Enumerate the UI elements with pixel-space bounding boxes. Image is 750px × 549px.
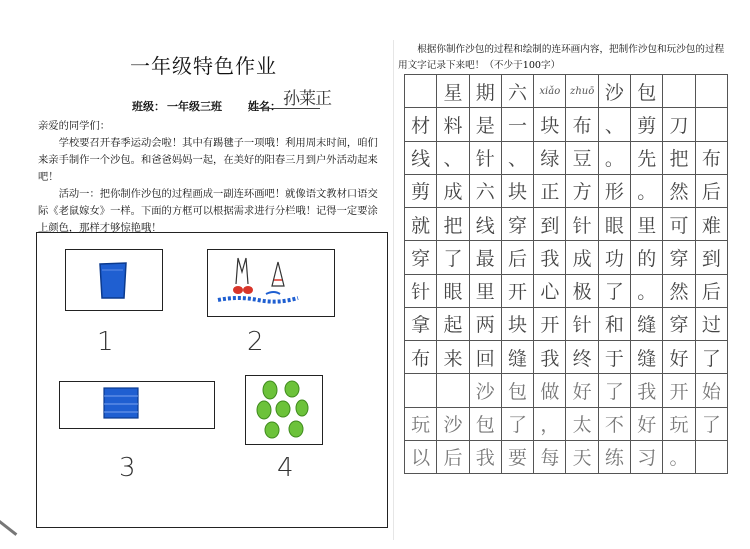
- paragraph-1: 学校要召开春季运动会啦！其中有踢毽子一项哦！利用周末时间，咱们来亲手制作一个沙包。和爸爸妈妈一起，在美好的阳春三月到户外活动起来吧！: [38, 137, 378, 183]
- grid-cell: 包: [631, 75, 663, 108]
- grid-cell: 了: [695, 407, 727, 440]
- grid-cell: 每: [534, 440, 566, 473]
- grid-cell: zhuō: [566, 75, 598, 108]
- comic-panel-2: [207, 249, 335, 317]
- grid-cell: 成: [437, 174, 469, 207]
- student-name: 孙莱正: [283, 89, 331, 109]
- grid-cell: 。: [598, 141, 630, 174]
- grid-cell: 后: [437, 440, 469, 473]
- grid-cell: 针: [405, 274, 437, 307]
- grid-cell: 可: [663, 208, 695, 241]
- grid-cell: 把: [437, 208, 469, 241]
- grid-cell: 六: [469, 174, 501, 207]
- grid-cell: 了: [598, 274, 630, 307]
- grid-cell: 终: [566, 341, 598, 374]
- grid-cell: 一: [501, 108, 533, 141]
- grid-cell: 了: [695, 341, 727, 374]
- grid-cell: 好: [663, 341, 695, 374]
- greeting: 亲爱的同学们：: [38, 120, 111, 132]
- grid-cell: 针: [566, 307, 598, 340]
- grid-cell: 功: [598, 241, 630, 274]
- name-underline: [248, 108, 320, 109]
- grid-cell: 沙: [469, 374, 501, 407]
- grid-cell: 线: [469, 208, 501, 241]
- grid-cell: 起: [437, 307, 469, 340]
- grid-cell: 然: [663, 274, 695, 307]
- instruction-text: 根据你制作沙包的过程和绘制的连环画内容，把制作沙包和玩沙包的过程用文字记录下来吧！（不少于100字）: [398, 44, 725, 71]
- panel-number-3: 3: [119, 453, 136, 483]
- grid-cell: 了: [437, 241, 469, 274]
- grid-cell: 眼: [437, 274, 469, 307]
- grid-row: [405, 407, 728, 440]
- grid-cell: 天: [566, 440, 598, 473]
- grid-cell: 里: [469, 274, 501, 307]
- grid-cell: 心: [534, 274, 566, 307]
- grid-cell: 。: [663, 440, 695, 473]
- comic-panel-3: [59, 381, 215, 429]
- grid-cell: 形: [598, 174, 630, 207]
- scissors-needle-thread-icon: [208, 250, 333, 315]
- grid-cell: 块: [534, 108, 566, 141]
- grid-row: [405, 241, 728, 274]
- grid-row: [405, 174, 728, 207]
- grid-cell: 线: [405, 141, 437, 174]
- grid-cell: xiǎo: [534, 75, 566, 108]
- grid-cell: 、: [501, 141, 533, 174]
- grid-cell: [695, 440, 727, 473]
- grid-cell: 开: [534, 307, 566, 340]
- grid-cell: 针: [469, 141, 501, 174]
- grid-cell: 缝: [501, 341, 533, 374]
- grid-cell: 做: [534, 374, 566, 407]
- grid-cell: 、: [598, 108, 630, 141]
- grid-cell: 剪: [631, 108, 663, 141]
- grid-cell: 以: [405, 440, 437, 473]
- grid-cell: 到: [695, 241, 727, 274]
- grid-cell: 是: [469, 108, 501, 141]
- grid-cell: ，: [534, 407, 566, 440]
- student-info: [132, 90, 331, 115]
- page-title: 一年级特色作业: [130, 54, 277, 78]
- character-grid-table: [404, 74, 728, 474]
- grid-cell: 包: [469, 407, 501, 440]
- grid-cell: [405, 75, 437, 108]
- grid-cell: 好: [566, 374, 598, 407]
- grid-cell: 、: [437, 141, 469, 174]
- grid-cell: 星: [437, 75, 469, 108]
- grid-cell: [695, 75, 727, 108]
- grid-cell: 布: [566, 108, 598, 141]
- grid-cell: 正: [534, 174, 566, 207]
- grid-cell: 块: [501, 307, 533, 340]
- grid-row: [405, 108, 728, 141]
- grid-cell: 先: [631, 141, 663, 174]
- green-beans-icon: [246, 376, 321, 443]
- grid-cell: 里: [631, 208, 663, 241]
- grid-row: [405, 141, 728, 174]
- grid-row: [405, 440, 728, 473]
- grid-cell: 我: [534, 241, 566, 274]
- writing-grid: [404, 74, 728, 474]
- grid-row: [405, 274, 728, 307]
- cut-cloth-icon: [60, 382, 213, 427]
- grid-cell: 沙: [598, 75, 630, 108]
- grid-cell: 难: [695, 208, 727, 241]
- grid-cell: 方: [566, 174, 598, 207]
- grid-row: [405, 75, 728, 108]
- grid-row: [405, 374, 728, 407]
- grid-cell: 拿: [405, 307, 437, 340]
- grid-cell: 于: [598, 341, 630, 374]
- grid-row: [405, 208, 728, 241]
- grid-cell: 眼: [598, 208, 630, 241]
- class-label: 班级：: [132, 100, 165, 113]
- grid-cell: 穿: [663, 307, 695, 340]
- grid-cell: 开: [663, 374, 695, 407]
- paragraph-2: 活动一：把你制作沙包的过程画成一副连环画吧！就像语文教材口语交际《老鼠嫁女》一样。下面的方框可以根据需求进行分栏哦！记得一定要涂上颜色，那样才够惊艳哦！: [38, 188, 378, 234]
- panel-number-4: 4: [277, 453, 294, 483]
- grid-cell: 然: [663, 174, 695, 207]
- grid-cell: 了: [598, 374, 630, 407]
- panel-number-2: 2: [247, 327, 264, 357]
- grid-cell: 沙: [437, 407, 469, 440]
- grid-cell: 后: [695, 174, 727, 207]
- grid-cell: 的: [631, 241, 663, 274]
- grid-cell: 来: [437, 341, 469, 374]
- grid-cell: 剪: [405, 174, 437, 207]
- grid-cell: 刀: [663, 108, 695, 141]
- grid-row: [405, 341, 728, 374]
- grid-cell: 要: [501, 440, 533, 473]
- grid-cell: 两: [469, 307, 501, 340]
- grid-cell: 后: [695, 274, 727, 307]
- grid-cell: 豆: [566, 141, 598, 174]
- grid-cell: 我: [631, 374, 663, 407]
- grid-cell: 穿: [663, 241, 695, 274]
- grid-cell: 。: [631, 174, 663, 207]
- blue-cloth-icon: [66, 250, 161, 309]
- grid-cell: 好: [631, 407, 663, 440]
- grid-cell: 把: [663, 141, 695, 174]
- grid-cell: [695, 108, 727, 141]
- grid-cell: 就: [405, 208, 437, 241]
- grid-cell: 了: [501, 407, 533, 440]
- grid-cell: 不: [598, 407, 630, 440]
- comic-panel-4: [245, 375, 323, 445]
- comic-frame: [36, 232, 388, 528]
- grid-cell: 玩: [663, 407, 695, 440]
- grid-cell: 回: [469, 341, 501, 374]
- grid-cell: 材: [405, 108, 437, 141]
- grid-cell: 最: [469, 241, 501, 274]
- grid-cell: 绿: [534, 141, 566, 174]
- grid-cell: [663, 75, 695, 108]
- panel-number-1: 1: [97, 327, 114, 357]
- grid-cell: 缝: [631, 341, 663, 374]
- grid-cell: 和: [598, 307, 630, 340]
- grid-cell: [437, 374, 469, 407]
- grid-cell: 包: [501, 374, 533, 407]
- grid-cell: 料: [437, 108, 469, 141]
- grid-cell: 穿: [405, 241, 437, 274]
- comic-panel-1: [65, 249, 163, 311]
- grid-cell: 期: [469, 75, 501, 108]
- class-value: 一年级三班: [167, 100, 222, 113]
- grid-cell: 我: [469, 440, 501, 473]
- grid-cell: 习: [631, 440, 663, 473]
- letter-text: [38, 118, 388, 237]
- grid-cell: 到: [534, 208, 566, 241]
- grid-cell: 穿: [501, 208, 533, 241]
- grid-cell: 极: [566, 274, 598, 307]
- page-fold: [393, 40, 394, 540]
- grid-cell: [405, 374, 437, 407]
- grid-cell: 针: [566, 208, 598, 241]
- grid-cell: 布: [405, 341, 437, 374]
- grid-cell: 过: [695, 307, 727, 340]
- name-label: 姓名：: [248, 100, 281, 113]
- grid-cell: 玩: [405, 407, 437, 440]
- grid-cell: 太: [566, 407, 598, 440]
- grid-cell: 。: [631, 274, 663, 307]
- grid-cell: 始: [695, 374, 727, 407]
- grid-cell: 缝: [631, 307, 663, 340]
- grid-cell: 后: [501, 241, 533, 274]
- writing-instruction: [398, 42, 728, 74]
- grid-cell: 六: [501, 75, 533, 108]
- grid-cell: 成: [566, 241, 598, 274]
- grid-cell: 我: [534, 341, 566, 374]
- grid-cell: 布: [695, 141, 727, 174]
- grid-cell: 开: [501, 274, 533, 307]
- grid-cell: 练: [598, 440, 630, 473]
- scan-mark: [0, 520, 17, 536]
- grid-row: [405, 307, 728, 340]
- grid-cell: 块: [501, 174, 533, 207]
